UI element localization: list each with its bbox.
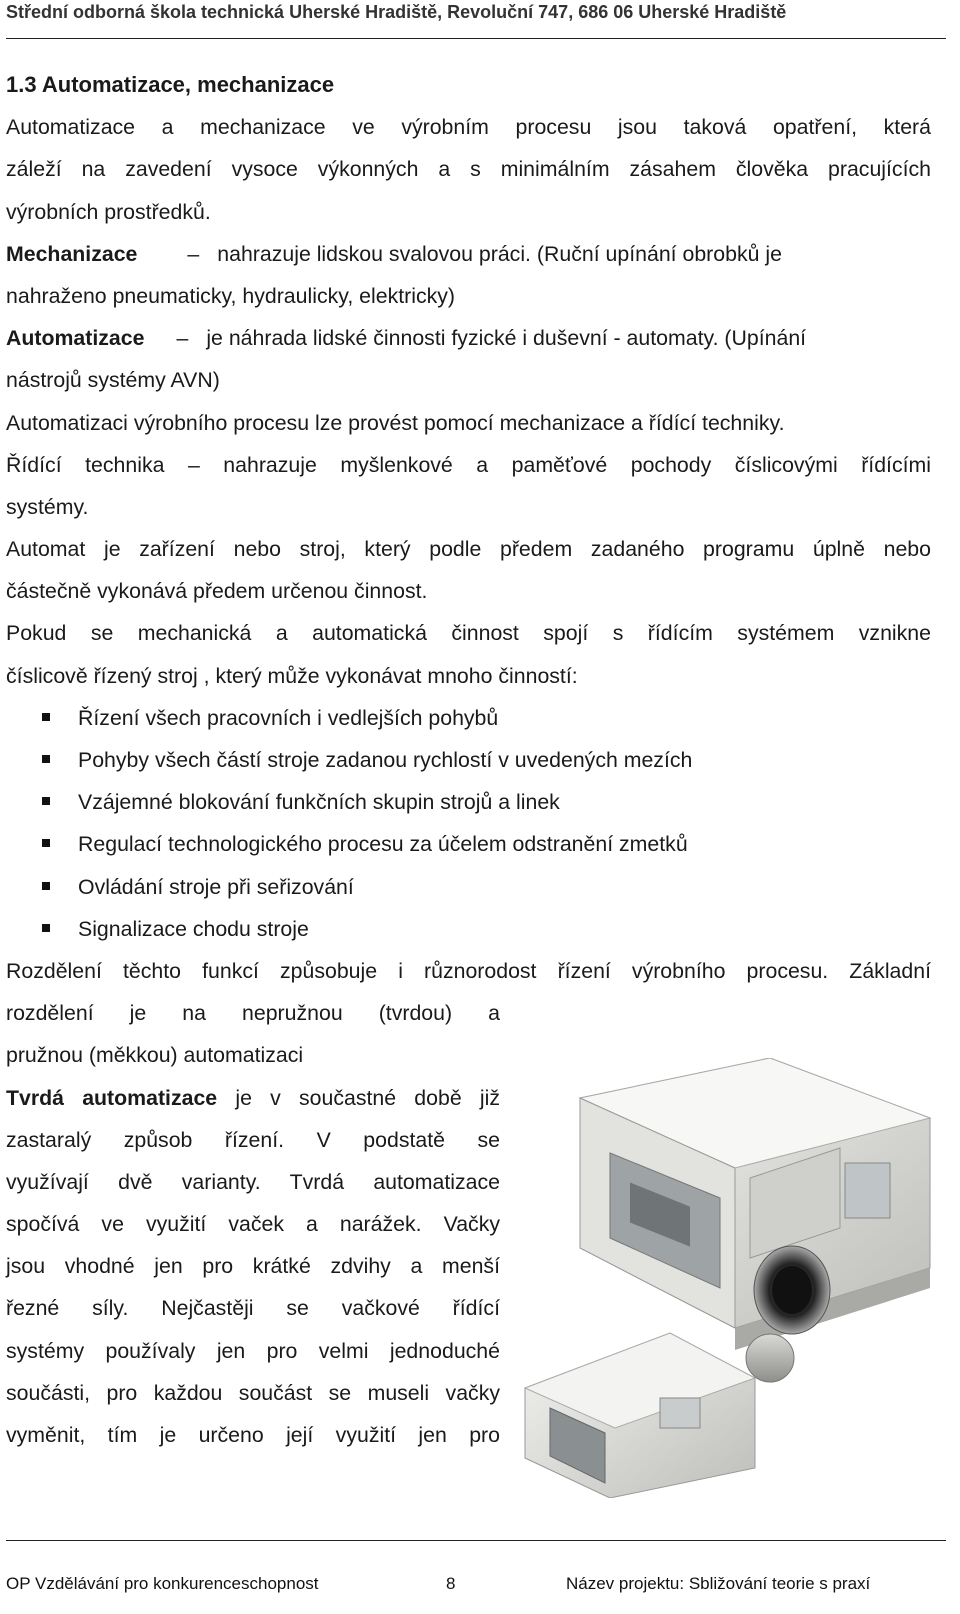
text-line: jsou vhodné jen pro krátké zdvihy a menší bbox=[6, 1254, 500, 1279]
list-item bbox=[6, 697, 931, 739]
footer-project: Název projektu: Sbližování teorie s praxí bbox=[566, 1574, 871, 1593]
list-item-text: Regulací technologického procesu za účelem odstranění zmetků bbox=[78, 832, 688, 857]
text-fragment: je v součastné době již bbox=[217, 1085, 500, 1110]
text-line bbox=[6, 1077, 500, 1119]
list-item-text: Vzájemné blokování funkčních skupin strojů a linek bbox=[78, 790, 560, 815]
term-mechanizace: Mechanizace bbox=[6, 241, 138, 266]
list-item-text: Signalizace chodu stroje bbox=[78, 916, 309, 941]
definition-text: nahrazuje lidskou svalovou práci. (Ruční upínání obrobků je bbox=[217, 241, 782, 266]
bullet-icon bbox=[42, 713, 50, 721]
list-item-text: Ovládání stroje při seřizování bbox=[78, 874, 354, 899]
list-item-text: Pohyby všech částí stroje zadanou rychlostí v uvedených mezích bbox=[78, 748, 693, 772]
text-line: řezné síly. Nejčastěji se vačkové řídící bbox=[6, 1296, 500, 1321]
cnc-machines-image bbox=[520, 1058, 940, 1498]
term-automatizace: Automatizace bbox=[6, 326, 145, 351]
bullet-icon bbox=[42, 924, 50, 932]
page-number: 8 bbox=[446, 1574, 456, 1593]
list-item bbox=[6, 908, 931, 950]
text-line: spočívá ve využití vaček a narážek. Vačky bbox=[6, 1212, 500, 1237]
page-footer bbox=[6, 1540, 946, 1614]
list-item bbox=[6, 781, 931, 823]
bullet-icon bbox=[42, 755, 50, 763]
definition-mechanizace bbox=[6, 233, 931, 275]
text-line: Automatizaci výrobního procesu lze provést pomocí mechanizace a řídící techniky. bbox=[6, 410, 785, 435]
list-item bbox=[6, 823, 931, 865]
text-line: pružnou (měkkou) automatizaci bbox=[6, 1043, 304, 1068]
text-line: systémy používaly jen pro velmi jednoduché bbox=[6, 1338, 500, 1363]
text-line: rozdělení je na nepružnou (tvrdou) a bbox=[6, 1001, 500, 1026]
list-item-text: Řízení všech pracovních i vedlejších pohybů bbox=[78, 705, 499, 730]
text-line: nahraženo pneumaticky, hydraulicky, elektricky) bbox=[6, 283, 456, 308]
text-line: částečně vykonává předem určenou činnost. bbox=[6, 579, 428, 604]
text-line: systémy. bbox=[6, 494, 89, 519]
text-line: výrobních prostředků. bbox=[6, 199, 211, 224]
text-line: nástrojů systémy AVN) bbox=[6, 368, 220, 393]
dash: – bbox=[187, 241, 200, 266]
text-line: Automatizace a mechanizace ve výrobním procesu jsou taková opatření, která bbox=[6, 115, 931, 140]
bullet-icon bbox=[42, 797, 50, 805]
text-line: Rozdělení těchto funkcí způsobuje i různorodost řízení výrobního procesu. Základní bbox=[6, 958, 931, 983]
list-item bbox=[6, 739, 931, 781]
institution-text: Střední odborná škola technická Uherské Hradiště, Revoluční 747, 686 06 Uherské Hradiště bbox=[6, 2, 787, 22]
list-item bbox=[6, 866, 931, 908]
definition-automatizace bbox=[6, 317, 931, 359]
text-line: záleží na zavedení vysoce výkonných a s minimálním zásahem člověka pracujících bbox=[6, 157, 931, 182]
section-title: 1.3 Automatizace, mechanizace bbox=[6, 72, 335, 97]
footer-program: OP Vzdělávání pro konkurenceschopnost bbox=[6, 1574, 319, 1593]
text-line: vyměnit, tím je určeno její využití jen pro bbox=[6, 1423, 500, 1447]
bullet-icon bbox=[42, 839, 50, 847]
text-line: využívají dvě varianty. Tvrdá automatizace bbox=[6, 1169, 500, 1194]
text-line: Řídící technika – nahrazuje myšlenkové a paměťové pochody číslicovými řídícími bbox=[6, 452, 931, 477]
text-line: Pokud se mechanická a automatická činnost spojí s řídícím systémem vznikne bbox=[6, 621, 931, 646]
cnc-machines-illustration bbox=[520, 1058, 940, 1498]
text-line: Automat je zařízení nebo stroj, který podle předem zadaného programu úplně nebo bbox=[6, 537, 931, 562]
text-line: součásti, pro každou součást se museli vačky bbox=[6, 1380, 500, 1405]
text-line: zastaralý způsob řízení. V podstatě se bbox=[6, 1127, 500, 1152]
large-cnc-lathe bbox=[580, 1058, 930, 1350]
dash: – bbox=[176, 326, 189, 351]
page-header bbox=[6, 0, 946, 39]
text-line: číslicově řízený stroj , který může vykonávat mnoho činností: bbox=[6, 663, 578, 688]
bullet-icon bbox=[42, 882, 50, 890]
term-tvrda-automatizace: Tvrdá automatizace bbox=[6, 1085, 218, 1110]
definition-text: je náhrada lidské činnosti fyzické i duševní - automaty. (Upínání bbox=[206, 326, 807, 351]
small-cnc-machine bbox=[525, 1333, 755, 1498]
